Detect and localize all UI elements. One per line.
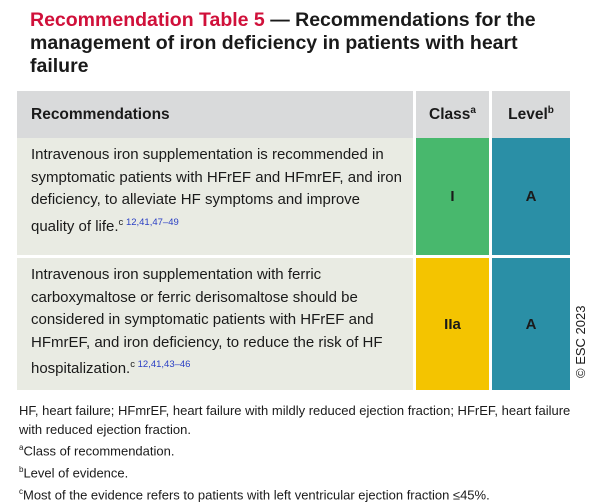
footnote-a: $^a$Class of recommendation. xyxy=(19,443,175,459)
recommendation-table xyxy=(17,91,570,390)
reference-links[interactable]: 12,41,43–46 xyxy=(137,359,191,370)
recommendation-text: Intravenous iron supplementation is recommended in symptomatic patients with HFrEF and HFmrEF, and iron deficiency, to alleviate HF symptoms and improve quality of life.$^{c 12,41,47-49}$ xyxy=(17,138,413,255)
footnote-b: $^b$Level of evidence. xyxy=(19,464,129,481)
table-row xyxy=(17,255,570,390)
table-title-dash: — xyxy=(264,9,296,31)
level-cell: A xyxy=(489,255,570,390)
level-cell: A xyxy=(489,138,570,255)
footnotes xyxy=(19,402,579,504)
table-header-row xyxy=(17,91,570,138)
table-title-number: Recommendation Table 5 xyxy=(30,9,265,31)
header-class: Class$^a$ xyxy=(413,91,489,138)
footnote-c: $^c$Most of the evidence refers to patients with left ventricular ejection fraction ≤45%. xyxy=(19,486,490,502)
header-class-footnote-mark: a xyxy=(470,104,476,116)
table-title-text: Recommendations for the management of iron deficiency in patients with heart failure xyxy=(30,9,536,77)
copyright-notice: © ESC 2023 xyxy=(573,305,588,378)
header-level: Level$^b$ xyxy=(489,91,570,138)
reference-links[interactable]: 12,41,47–49 xyxy=(125,216,179,228)
abbreviations-note: HF, heart failure; HFmrEF, heart failure with mildly reduced ejection fraction; HFrEF, heart failure with reduced ejection fraction. xyxy=(19,403,571,437)
reference-superscript: c 12,41,43–46 xyxy=(130,359,191,370)
table-row xyxy=(17,138,570,255)
reference-superscript: c 12,41,47–49 xyxy=(118,216,179,228)
header-level-footnote-mark: b xyxy=(547,104,554,116)
recommendation-text: Intravenous iron supplementation with ferric carboxymaltose or ferric derisomaltose should be considered in symptomatic patients with HFrEF and HFmrEF, and iron deficiency, to reduce the risk of HF hospitalization.$^{c 12,41,43-46}$ xyxy=(17,255,413,390)
header-recommendations: Recommendations xyxy=(17,91,413,138)
table-title xyxy=(30,9,575,78)
class-cell: I xyxy=(413,138,489,255)
class-cell: IIa xyxy=(413,255,489,390)
